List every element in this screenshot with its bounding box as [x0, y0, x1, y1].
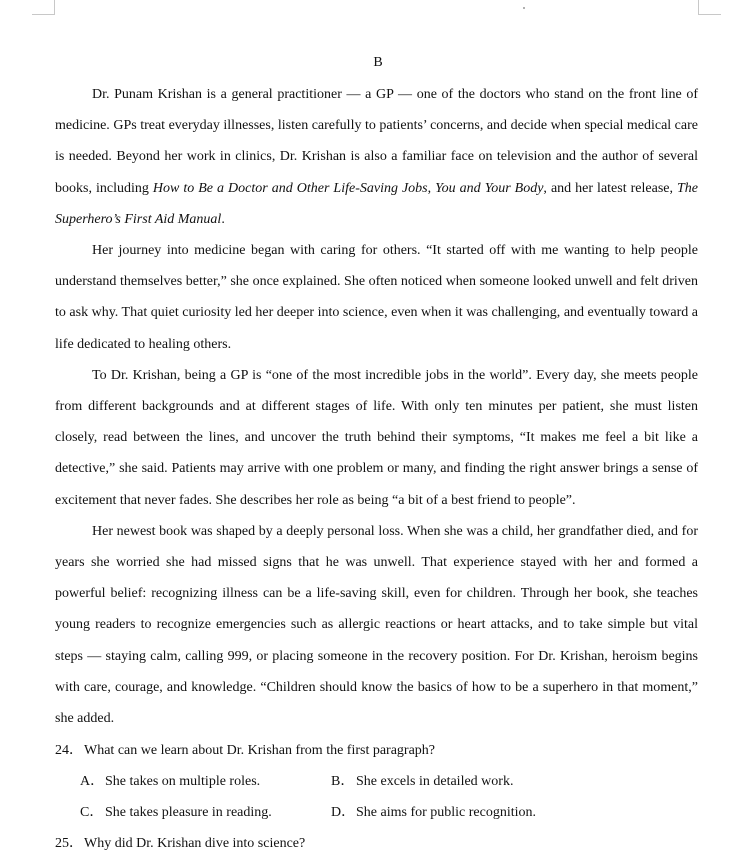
paragraph-text: Dr. Punam Krishan is a general practitioner — a GP — one of the doctors who stand on the front line of medicine. GPs treat everyday illnesses, listen carefully to patients’ concerns, and decide when special medical care is needed. Beyond her work in clinics, Dr. Krishan is also a familiar face on television and the author of several books, including	[55, 87, 698, 196]
question-24-text: What can we learn about Dr. Krishan from the first paragraph?	[84, 743, 436, 758]
paragraph-text: To Dr. Krishan, being a GP is “one of the most incredible jobs in the world”. Every day, she meets people from different backgrounds and at different stages of life. With only ten minutes per patient, she must listen closely, read between the lines, and uncover the truth behind their symptoms, “It makes me feel a bit like a detective,” she said. Patients may arrive with one problem or many, and finding the right answer brings a sense of excitement that never fades. She describes her role as being “a bit of a best friend to people”.	[55, 367, 698, 508]
question-25-number: 25．	[55, 836, 83, 851]
section-heading: B	[373, 55, 383, 70]
option-d-text: She aims for public recognition.	[356, 805, 537, 820]
paragraph-1	[55, 79, 698, 235]
paragraph-4	[55, 516, 698, 734]
option-a-text: She takes on multiple roles.	[105, 774, 261, 789]
crop-mark-top-left	[32, 0, 55, 15]
option-c-letter: C．	[80, 805, 104, 820]
question-24-number: 24．	[55, 743, 83, 758]
option-d-letter: D．	[331, 805, 356, 820]
paragraph-text: Her newest book was shaped by a deeply personal loss. When she was a child, her grandfather died, and for years she worried she had missed signs that he was unwell. That experience stayed with her and formed a powerful belief: recognizing illness can be a life-saving skill, even for children. Through her book, she teaches young readers to recognize emergencies such as allergic reactions or heart attacks, and to take simple but vital steps — staying calm, calling 999, or placing someone in the recovery position. For Dr. Krishan, heroism begins with care, courage, and knowledge. “Children should know the basics of how to be a superhero in that moment,” she added.	[55, 523, 698, 727]
reading-passage	[55, 79, 698, 734]
option-a[interactable]	[80, 766, 260, 797]
question-24	[55, 735, 698, 766]
book-title: You and Your Body	[435, 180, 544, 196]
option-c-text: She takes pleasure in reading.	[105, 805, 272, 820]
paragraph-2	[55, 235, 698, 360]
crop-mark-top-right	[698, 0, 721, 15]
paragraph-text: .	[221, 211, 225, 227]
option-b-text: She excels in detailed work.	[356, 774, 514, 789]
question-section	[55, 735, 698, 859]
option-a-letter: A．	[80, 774, 105, 789]
book-title: The Superhero’s First Aid Manual	[55, 180, 698, 227]
paragraph-text: , and her latest release,	[543, 180, 677, 196]
page-speck	[523, 7, 525, 9]
paragraph-text: Her journey into medicine began with caring for others. “It started off with me wanting to help people understand themselves better,” she once explained. She often noticed when someone looked unwell and felt driven to ask why. That quiet curiosity led her deeper into science, even when it was challenging, and eventually toward a life dedicated to healing others.	[55, 243, 698, 352]
option-b[interactable]	[331, 766, 513, 797]
option-b-letter: B．	[331, 774, 355, 789]
book-title: How to Be a Doctor and Other Life-Saving Jobs	[152, 180, 428, 196]
question-25-text: Why did Dr. Krishan dive into science?	[84, 836, 306, 851]
option-c[interactable]	[80, 797, 272, 828]
question-25	[55, 828, 698, 859]
option-d[interactable]	[331, 797, 536, 828]
options-row-ab	[55, 766, 698, 797]
paragraph-text: ,	[427, 180, 436, 196]
paragraph-3	[55, 360, 698, 516]
options-row-cd	[55, 797, 698, 828]
